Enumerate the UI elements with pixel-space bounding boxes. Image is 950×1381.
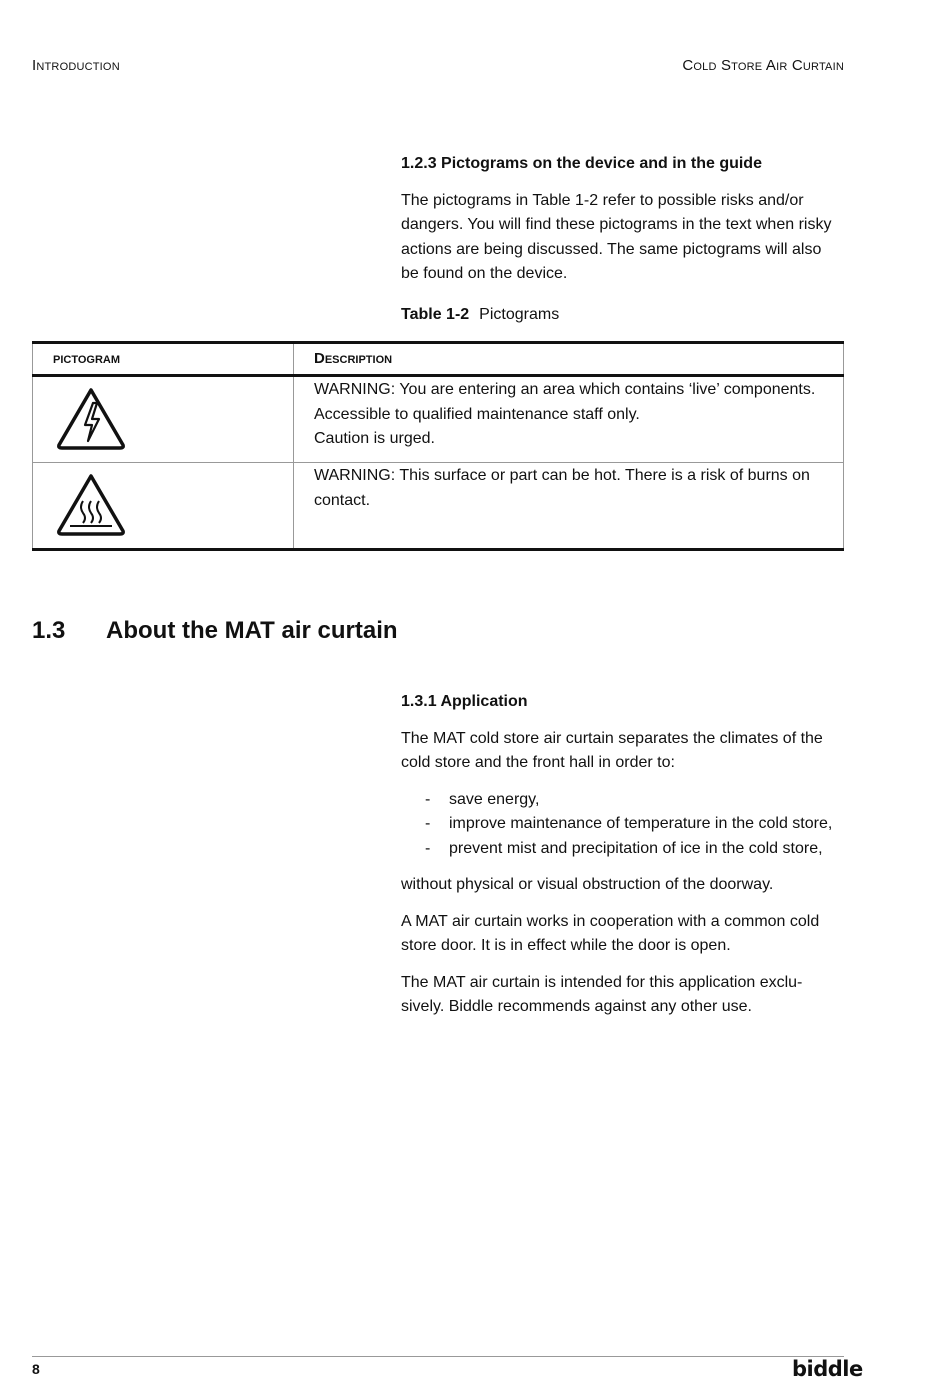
description-line: WARNING: This surface or part can be hot. There is a risk of burns on contact. — [314, 467, 810, 509]
table-caption-title: Pictograms — [479, 305, 560, 323]
table-row — [33, 463, 844, 550]
table-header-row — [33, 343, 844, 376]
description-line: WARNING: You are entering an area which contains ‘live’ components. — [314, 381, 816, 398]
section-heading-1-3-1: 1.3.1 Application — [401, 693, 528, 710]
section-1-2-3 — [401, 152, 841, 327]
hot-surface-icon — [55, 471, 127, 537]
list-item: - improve maintenance of temperature in the cold store, — [401, 812, 861, 837]
list-item: - save energy, — [401, 788, 861, 813]
running-header-right: Cold Store Air Curtain — [682, 57, 844, 74]
section-heading-1-3 — [32, 617, 398, 645]
section-title: About the MAT air curtain — [106, 617, 398, 644]
paragraph-intended-use: The MAT air curtain is intended for this application exclu-sively. Biddle recommends against any other use. — [401, 973, 803, 1015]
section-heading-1-2-3: 1.2.3 Pictograms on the device and in the guide — [401, 155, 762, 172]
footer-divider — [32, 1356, 844, 1357]
running-header-left: Introduction — [32, 57, 120, 74]
paragraph-door-cooperation: A MAT air curtain works in cooperation with a common cold store door. It is in effect while the door is open. — [401, 912, 820, 954]
list-item: - prevent mist and precipitation of ice in the cold store, — [401, 837, 861, 862]
benefit-list — [401, 788, 861, 862]
biddle-logo: biddle — [792, 1357, 863, 1381]
description-cell — [294, 376, 844, 463]
after-list-text: without physical or visual obstruction of the doorway. — [401, 876, 774, 893]
col-header-pictogram: pictogram — [33, 343, 294, 376]
col-header-description: Description — [294, 343, 844, 376]
pictogram-cell — [33, 463, 294, 550]
description-line: Caution is urged. — [314, 430, 435, 447]
table-caption-label: Table 1-2 — [401, 305, 470, 323]
electrical-hazard-icon — [55, 385, 127, 451]
description-line: Accessible to qualified maintenance staff only. — [314, 405, 640, 423]
application-intro: The MAT cold store air curtain separates the climates of the cold store and the front hall in order to: — [401, 729, 823, 771]
table-caption — [401, 303, 841, 328]
page-number: 8 — [32, 1361, 40, 1377]
description-cell — [294, 463, 844, 550]
section-1-3-1 — [401, 690, 841, 1020]
pictogram-table — [32, 341, 844, 551]
section-number: 1.3 — [32, 617, 66, 644]
pictogram-cell — [33, 376, 294, 463]
table-row — [33, 376, 844, 463]
section-1-2-3-body: The pictograms in Table 1-2 refer to possible risks and/or dangers. You will find these pictograms in the text when risky actions are being discussed. The same pictograms will also be found on the device. — [401, 191, 832, 282]
